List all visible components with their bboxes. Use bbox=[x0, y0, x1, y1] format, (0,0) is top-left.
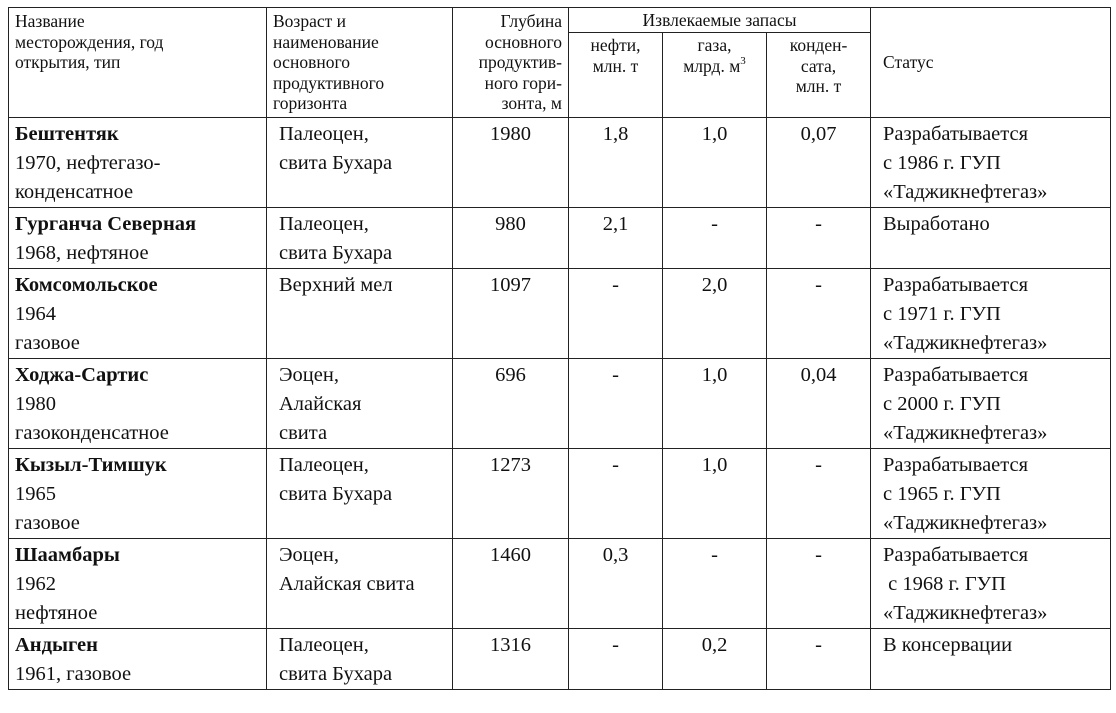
table-row bbox=[9, 207, 1111, 268]
status-cell bbox=[871, 448, 1111, 538]
field-name: Андыген bbox=[15, 633, 98, 656]
cell-line: Эоцен, bbox=[279, 543, 339, 566]
cell-line: нефтяное bbox=[15, 601, 98, 624]
condensate-cell: - bbox=[767, 538, 871, 628]
cell-line: Палеоцен, bbox=[279, 122, 369, 145]
header-oil: нефти, млн. т bbox=[569, 33, 663, 118]
field-name: Шаамбары bbox=[15, 543, 120, 566]
depth-cell: 696 bbox=[453, 358, 569, 448]
cell-line: с 1986 г. ГУП bbox=[883, 151, 1001, 174]
cell-line: Разрабатывается bbox=[883, 543, 1029, 566]
cell-line: с 2000 г. ГУП bbox=[883, 392, 1001, 415]
cell-line: газовое bbox=[15, 331, 80, 354]
cell-line: Эоцен, bbox=[279, 363, 339, 386]
status-cell bbox=[871, 358, 1111, 448]
age-horizon-cell bbox=[267, 628, 453, 689]
condensate-cell: - bbox=[767, 268, 871, 358]
cell-line: «Таджикнефтегаз» bbox=[883, 421, 1048, 444]
status-cell bbox=[871, 628, 1111, 689]
oil-gas-fields-table bbox=[8, 7, 1111, 690]
cell-line: Разрабатывается bbox=[883, 363, 1029, 386]
age-horizon-cell bbox=[267, 117, 453, 207]
cell-line: 1965 bbox=[15, 482, 56, 505]
cell-line: Выработано bbox=[883, 212, 990, 235]
age-horizon-cell bbox=[267, 448, 453, 538]
cell-line: свита Бухара bbox=[279, 482, 393, 505]
cell-line: Верхний мел bbox=[279, 273, 393, 296]
oil-cell: - bbox=[569, 448, 663, 538]
cell-line: «Таджикнефтегаз» bbox=[883, 601, 1048, 624]
field-name: Гурганча Северная bbox=[15, 212, 197, 235]
header-age-horizon: Возраст и наименование основного продуктивного горизонта bbox=[267, 8, 453, 118]
status-cell bbox=[871, 207, 1111, 268]
field-name: Кызыл-Тимшук bbox=[15, 453, 167, 476]
depth-cell: 1980 bbox=[453, 117, 569, 207]
oil-cell: 0,3 bbox=[569, 538, 663, 628]
cell-line: конденсатное bbox=[15, 180, 134, 203]
condensate-cell: - bbox=[767, 628, 871, 689]
document-page bbox=[8, 7, 1111, 690]
cell-line: газоконденсатное bbox=[15, 421, 169, 444]
condensate-cell: 0,04 bbox=[767, 358, 871, 448]
field-name-cell bbox=[9, 117, 267, 207]
cell-line: Палеоцен, bbox=[279, 633, 369, 656]
oil-cell: 1,8 bbox=[569, 117, 663, 207]
field-name-cell bbox=[9, 448, 267, 538]
depth-cell: 980 bbox=[453, 207, 569, 268]
age-horizon-cell bbox=[267, 538, 453, 628]
cell-line: Алайская bbox=[279, 392, 362, 415]
condensate-cell: - bbox=[767, 207, 871, 268]
field-name-cell bbox=[9, 628, 267, 689]
oil-cell: 2,1 bbox=[569, 207, 663, 268]
table-row bbox=[9, 117, 1111, 207]
gas-cell: - bbox=[663, 538, 767, 628]
oil-cell: - bbox=[569, 628, 663, 689]
header-depth: Глубина основного продуктив- ного гори- зонта, м bbox=[453, 8, 569, 118]
table-row bbox=[9, 538, 1111, 628]
cell-line: газовое bbox=[15, 511, 80, 534]
status-cell bbox=[871, 268, 1111, 358]
cell-line: «Таджикнефтегаз» bbox=[883, 511, 1048, 534]
table-row bbox=[9, 448, 1111, 538]
oil-cell: - bbox=[569, 358, 663, 448]
gas-cell: 2,0 bbox=[663, 268, 767, 358]
table-body bbox=[9, 117, 1111, 689]
cell-line: «Таджикнефтегаз» bbox=[883, 331, 1048, 354]
cell-line: 1962 bbox=[15, 572, 56, 595]
cell-line: свита bbox=[279, 421, 328, 444]
cell-line: В консервации bbox=[883, 633, 1013, 656]
cell-line: свита Бухара bbox=[279, 151, 393, 174]
cell-line: 1980 bbox=[15, 392, 56, 415]
cell-line: 1970, нефтегазо- bbox=[15, 151, 161, 174]
cell-line: с 1968 г. ГУП bbox=[883, 572, 1006, 595]
cell-line: 1964 bbox=[15, 302, 56, 325]
table-header-row bbox=[9, 8, 1111, 33]
gas-cell: 0,2 bbox=[663, 628, 767, 689]
cell-line: с 1971 г. ГУП bbox=[883, 302, 1001, 325]
cell-line: с 1965 г. ГУП bbox=[883, 482, 1001, 505]
header-status: Статус bbox=[871, 8, 1111, 118]
gas-cell: - bbox=[663, 207, 767, 268]
field-name: Комсомольское bbox=[15, 273, 158, 296]
gas-cell: 1,0 bbox=[663, 448, 767, 538]
header-condensate: конден- сата, млн. т bbox=[767, 33, 871, 118]
field-name-cell bbox=[9, 207, 267, 268]
cell-line: 1961, газовое bbox=[15, 662, 132, 685]
age-horizon-cell bbox=[267, 207, 453, 268]
oil-cell: - bbox=[569, 268, 663, 358]
table-row bbox=[9, 628, 1111, 689]
gas-cell: 1,0 bbox=[663, 117, 767, 207]
age-horizon-cell bbox=[267, 358, 453, 448]
field-name: Бештентяк bbox=[15, 122, 119, 145]
field-name-cell bbox=[9, 358, 267, 448]
depth-cell: 1097 bbox=[453, 268, 569, 358]
header-field-name: Название месторождения, год открытия, тип bbox=[9, 8, 267, 118]
cell-line: свита Бухара bbox=[279, 662, 393, 685]
table-row bbox=[9, 358, 1111, 448]
cell-line: Палеоцен, bbox=[279, 212, 369, 235]
table-row bbox=[9, 268, 1111, 358]
cell-line: Разрабатывается bbox=[883, 122, 1029, 145]
age-horizon-cell bbox=[267, 268, 453, 358]
depth-cell: 1273 bbox=[453, 448, 569, 538]
status-cell bbox=[871, 538, 1111, 628]
cell-line: свита Бухара bbox=[279, 241, 393, 264]
depth-cell: 1316 bbox=[453, 628, 569, 689]
field-name-cell bbox=[9, 538, 267, 628]
header-gas: газа, млрд. $м^3$ bbox=[663, 33, 767, 118]
cell-line: Разрабатывается bbox=[883, 453, 1029, 476]
depth-cell: 1460 bbox=[453, 538, 569, 628]
condensate-cell: - bbox=[767, 448, 871, 538]
condensate-cell: 0,07 bbox=[767, 117, 871, 207]
cell-line: «Таджикнефтегаз» bbox=[883, 180, 1048, 203]
cell-line: Алайская свита bbox=[279, 572, 415, 595]
header-recoverable-reserves: Извлекаемые запасы bbox=[569, 8, 871, 33]
status-cell bbox=[871, 117, 1111, 207]
cell-line: 1968, нефтяное bbox=[15, 241, 149, 264]
gas-cell: 1,0 bbox=[663, 358, 767, 448]
cell-line: Разрабатывается bbox=[883, 273, 1029, 296]
cell-line: Палеоцен, bbox=[279, 453, 369, 476]
field-name: Ходжа-Сартис bbox=[15, 363, 149, 386]
field-name-cell bbox=[9, 268, 267, 358]
